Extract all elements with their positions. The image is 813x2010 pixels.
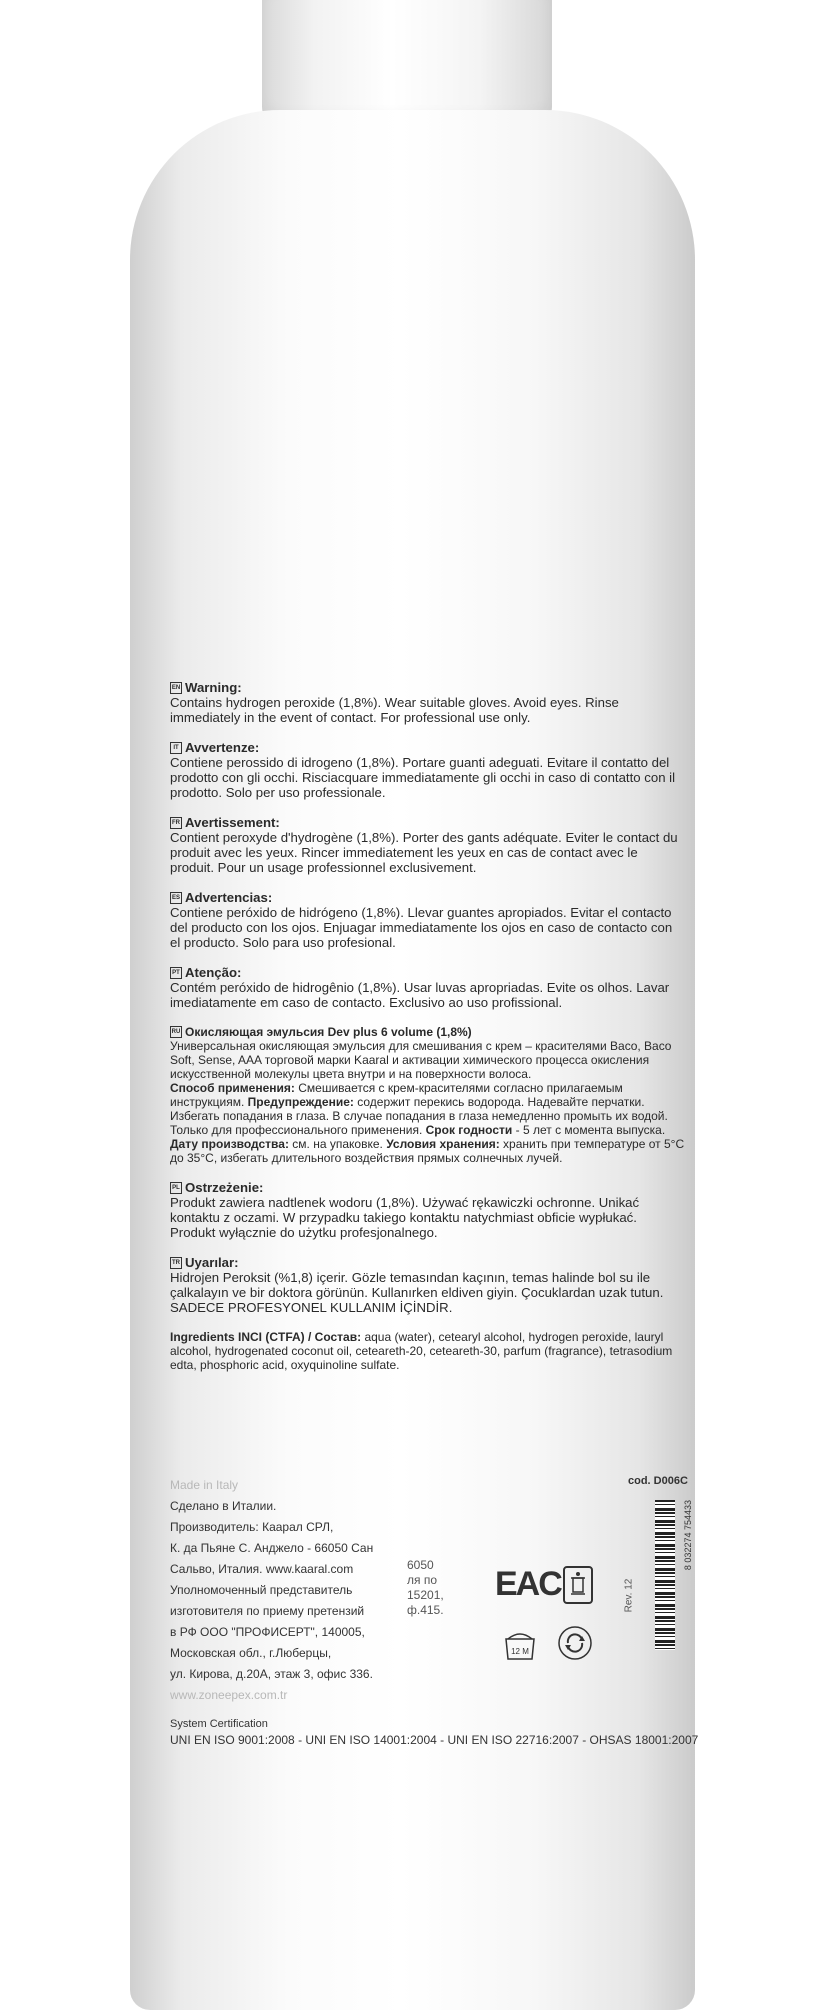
overlay-line3: 15201, (407, 1588, 444, 1602)
warning-it-text: Contiene perossido di idrogeno (1,8%). Portare guanti adeguati. Evitare il contatto del prodotto con gli occhi. Risciacquare immediatamente gli occhi in caso di contatto con il prodotto. Solo per uso professionale. (170, 755, 676, 800)
flag-it-icon: IT (170, 742, 182, 754)
tr-text: Hidrojen Peroksit (%1,8) içerir. Gözle temasından kaçının, temas halinde bol su ile çalkalayın ve bir doktora görünün. Kullanırken eldiven giyin. Çocuklardan uzak tutun. SADECE PROFESYONEL KULLANIM İÇİNDİR. (170, 1270, 664, 1315)
made-line10: www.zoneepex.com.tr (170, 1688, 288, 1702)
label-text (170, 680, 685, 1387)
ru-shelf-text: - 5 лет с момента выпуска. (515, 1123, 666, 1137)
cert-line: UNI EN ISO 9001:2008 - UNI EN ISO 14001:2004 - UNI EN ISO 22716:2007 - OHSAS 18001:2007 (170, 1733, 699, 1747)
overlay-line4: ф.415. (407, 1603, 444, 1617)
made-line2: Производитель: Каарал СРЛ, (170, 1520, 334, 1534)
warning-pt-text: Contém peróxido de hidrogênio (1,8%). Usar luvas apropriadas. Evite os olhos. Lavar imediatamente em caso de contacto. Exclusivo ao uso profissional. (170, 980, 670, 1010)
made-in-italy: Made in Italy (170, 1478, 239, 1492)
waste-bin-icon (563, 1566, 593, 1604)
made-line6: изготовителя по приему претензий (170, 1604, 365, 1618)
flag-fr-icon: FR (170, 817, 182, 829)
barcode-number: 8 032274 754433 (683, 1500, 693, 1571)
pl-title: Ostrzeżenie: (185, 1180, 264, 1195)
pao-label: 12 M (511, 1647, 529, 1656)
ru-title: Окисляющая эмульсия Dev plus 6 volume (1,8%) (185, 1025, 472, 1039)
made-line9: ул. Кирова, д.20А, этаж 3, офис 336. (170, 1667, 373, 1681)
ru-shelf-label: Срок годности (425, 1123, 513, 1137)
barcode (655, 1500, 675, 1650)
warning-it-title: Avvertenze: (185, 740, 260, 755)
overlay-line1: 6050 (407, 1558, 434, 1572)
product-code: cod. D006C (628, 1475, 688, 1487)
ingredients-label: Ingredients INCI (CTFA) / Состав: (170, 1330, 362, 1344)
eac-mark-icon: EAC (495, 1565, 561, 1603)
ru-text: Универсальная окисляющая эмульсия для смешивания с крем – красителями Baco, Baco Soft, Sense, AAA торговой марки Kaaral и активации химического процесса окисления искусственной молекулы цвета внутри и на поверхности волоса. (170, 1039, 672, 1081)
flag-es-icon: ES (170, 892, 182, 904)
recycle-icon (557, 1625, 593, 1661)
pao-12m-icon (500, 1625, 540, 1665)
flag-ru-icon: RU (170, 1026, 182, 1038)
made-line1: Сделано в Италии. (170, 1499, 277, 1513)
made-line4: Сальво, Италия. www.kaaral.com (170, 1562, 354, 1576)
warning-es-text: Contiene peróxido de hidrógeno (1,8%). Llevar guantes apropiados. Evitar el contacto del producto con los ojos. Enjuagar immediatamente los ojos en caso de contacto con el producto. Solo para uso profesional. (170, 905, 673, 950)
flag-tr-icon: TR (170, 1257, 182, 1269)
flag-pt-icon: PT (170, 967, 182, 979)
made-line5: Уполномоченный представитель (170, 1583, 353, 1597)
warning-pt-title: Atenção: (185, 965, 242, 980)
made-line3: К. да Пьяне С. Анджело - 66050 Сан (170, 1541, 374, 1555)
ru-storage-label: Условия хранения: (386, 1137, 500, 1151)
revision-label: Rev. 12 (623, 1578, 635, 1613)
warning-en-text: Contains hydrogen peroxide (1,8%). Wear suitable gloves. Avoid eyes. Rinse immediately in the event of contact. For professional use only. (170, 695, 619, 725)
ru-method-label: Способ применения: (170, 1081, 295, 1095)
flag-en-icon: EN (170, 682, 182, 694)
bottle-cap (262, 0, 552, 125)
warning-en-title: Warning: (185, 680, 242, 695)
ru-storage-text: хранить при температуре от 5°С до 35°С, избегать длительного воздействия прямых солнечных лучей. (170, 1137, 685, 1165)
ru-warning-label: Предупреждение: (247, 1095, 354, 1109)
cert-title: System Certification (170, 1718, 268, 1730)
warning-fr-title: Avertissement: (185, 815, 280, 830)
partially-covered-text (407, 1558, 444, 1618)
overlay-line2: ля по (407, 1573, 438, 1587)
flag-pl-icon: PL (170, 1182, 182, 1194)
ru-date-label: Дату производства: (170, 1137, 289, 1151)
warning-fr-text: Contient peroxyde d'hydrogène (1,8%). Porter des gants adéquate. Eviter le contact du produit avec les yeux. Rincer immediatement les yeux en cas de contact avec le produit. Pour un usage professionnel exclusivement. (170, 830, 678, 875)
ru-warning-text: содержит перекись водорода. Надевайте перчатки. Избегать попадания в глаза. В случае попадания в глаза немедленно промыть их водой. Только для профессионального применения. (170, 1095, 668, 1137)
ru-date-text: см. на упаковке. (292, 1137, 383, 1151)
ru-method-text: Смешивается с крем-красителями согласно прилагаемым инструкциям. (170, 1081, 623, 1109)
made-line7: в РФ ООО "ПРОФИСЕРТ", 140005, (170, 1625, 365, 1639)
pl-text: Produkt zawiera nadtlenek wodoru (1,8%). Używać rękawiczki ochronne. Unikać kontaktu z oczami. W przypadku takiego kontaktu natychmiast obficie wypłukać. Produkt wyłącznie do użytku profesjonalnego. (170, 1195, 640, 1240)
tr-title: Uyarılar: (185, 1255, 239, 1270)
ingredients-text: aqua (water), cetearyl alcohol, hydrogen peroxide, lauryl alcohol, hydrogenated coconut oil, ceteareth-20, ceteareth-30, parfum (fragrance), tetrasodium edta, phosphoric acid, oxyquinoline sulfate. (170, 1330, 673, 1372)
warning-es-title: Advertencias: (185, 890, 273, 905)
certification (170, 1718, 698, 1747)
made-line8: Московская обл., г.Люберцы, (170, 1646, 332, 1660)
